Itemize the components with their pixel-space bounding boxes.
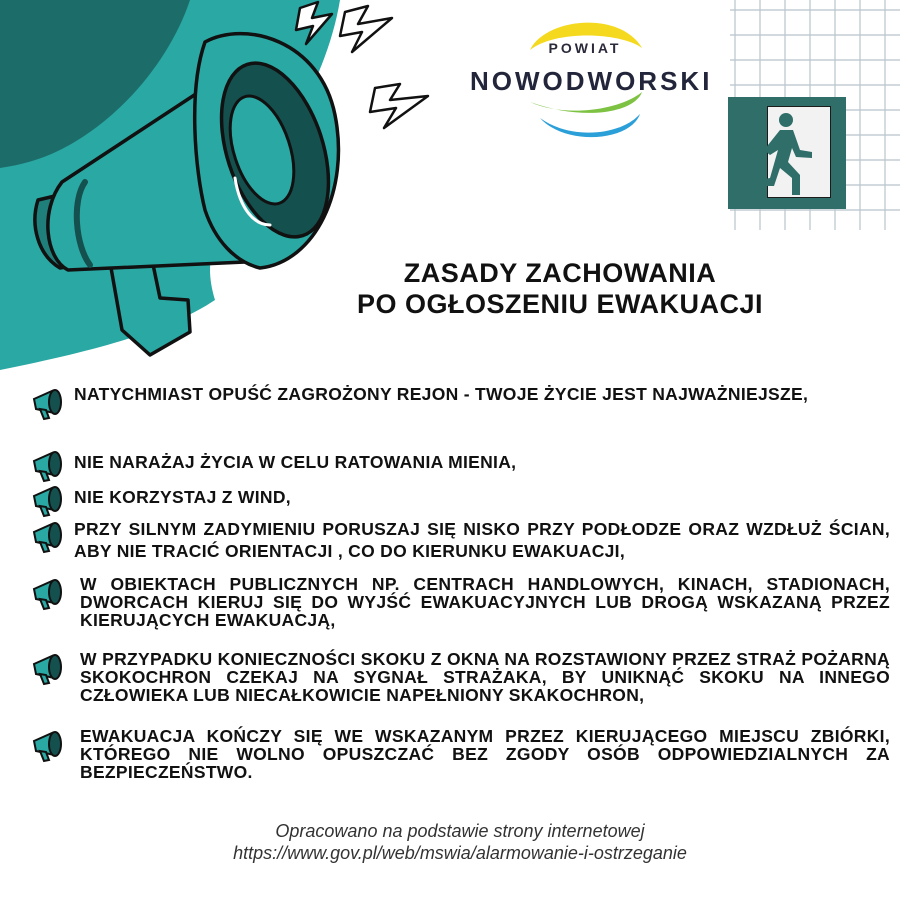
emergency-exit-icon bbox=[728, 97, 846, 209]
title-line-2: PO OGŁOSZENIU EWAKUACJI bbox=[356, 289, 764, 319]
logo-top-text: POWIAT bbox=[548, 40, 622, 56]
logo-main-text: NOWODWORSKI bbox=[470, 66, 713, 96]
rule-text: NATYCHMIAST OPUŚĆ ZAGROŻONY REJON - TWOJE ŻYCIE JEST NAJWAŻNIEJSZE, bbox=[74, 384, 809, 404]
megaphone-bullet-icon bbox=[30, 482, 68, 518]
powiat-logo bbox=[470, 10, 713, 140]
rule-text: NIE NARAŻAJ ŻYCIA W CELU RATOWANIA MIENIA, bbox=[74, 452, 517, 472]
rule-text: NIE KORZYSTAJ Z WIND, bbox=[74, 487, 291, 507]
rule-text: PRZY SILNYM ZADYMIENIU PORUSZAJ SIĘ NISKO PRZY PODŁODZE ORAZ WZDŁUŻ ŚCIAN, ABY NIE TRACIĆ ORIENTACJI , CO DO KIERUNKU EWAKUACJI, bbox=[74, 519, 890, 561]
rule-text: W PRZYPADKU KONIECZNOŚCI SKOKU Z OKNA NA ROZSTAWIONY PRZEZ STRAŻ POŻARNĄ SKOKOCHRON CZEKAJ NA SYGNAŁ STRAŻAKA, BY UNIKNĄĆ SKOKU NA INNEGO CZŁOWIEKA LUB NIECAŁKOWICIE NAPEŁNIONY SKAKOCHRON, bbox=[80, 649, 890, 705]
rule-text: EWAKUACJA KOŃCZY SIĘ WE WSKAZANYM PRZEZ KIERUJĄCEGO MIEJSCU ZBIÓRKI, KTÓREGO NIE WOLNO OPUSZCZAĆ BEZ ZGODY OSÓB ODPOWIEDZIALNYCH ZA BEZPIECZEŃSTWO. bbox=[80, 726, 890, 782]
megaphone-bullet-icon bbox=[30, 518, 68, 554]
title-line-1: ZASADY ZACHOWANIA bbox=[403, 258, 717, 288]
source-link[interactable]: https://www.gov.pl/web/mswia/alarmowanie-i-ostrzeganie bbox=[233, 843, 687, 863]
footer-line-1: Opracowano na podstawie strony internetowej bbox=[275, 821, 645, 841]
rule-text: W OBIEKTACH PUBLICZNYCH NP. CENTRACH HANDLOWYCH, KINACH, STADIONACH, DWORCACH KIERUJ SIĘ DO WYJŚĆ EWAKUACYJNYCH LUB DROGĄ WSKAZANĄ PRZEZ KIERUJĄCYCH EWAKUACJĄ, bbox=[80, 574, 890, 630]
megaphone-bullet-icon bbox=[30, 650, 68, 686]
page-title bbox=[300, 258, 820, 320]
megaphone-bullet-icon bbox=[30, 385, 68, 421]
source-footer bbox=[100, 820, 820, 864]
megaphone-bullet-icon bbox=[30, 727, 68, 763]
megaphone-bullet-icon bbox=[30, 447, 68, 483]
megaphone-bullet-icon bbox=[30, 575, 68, 611]
